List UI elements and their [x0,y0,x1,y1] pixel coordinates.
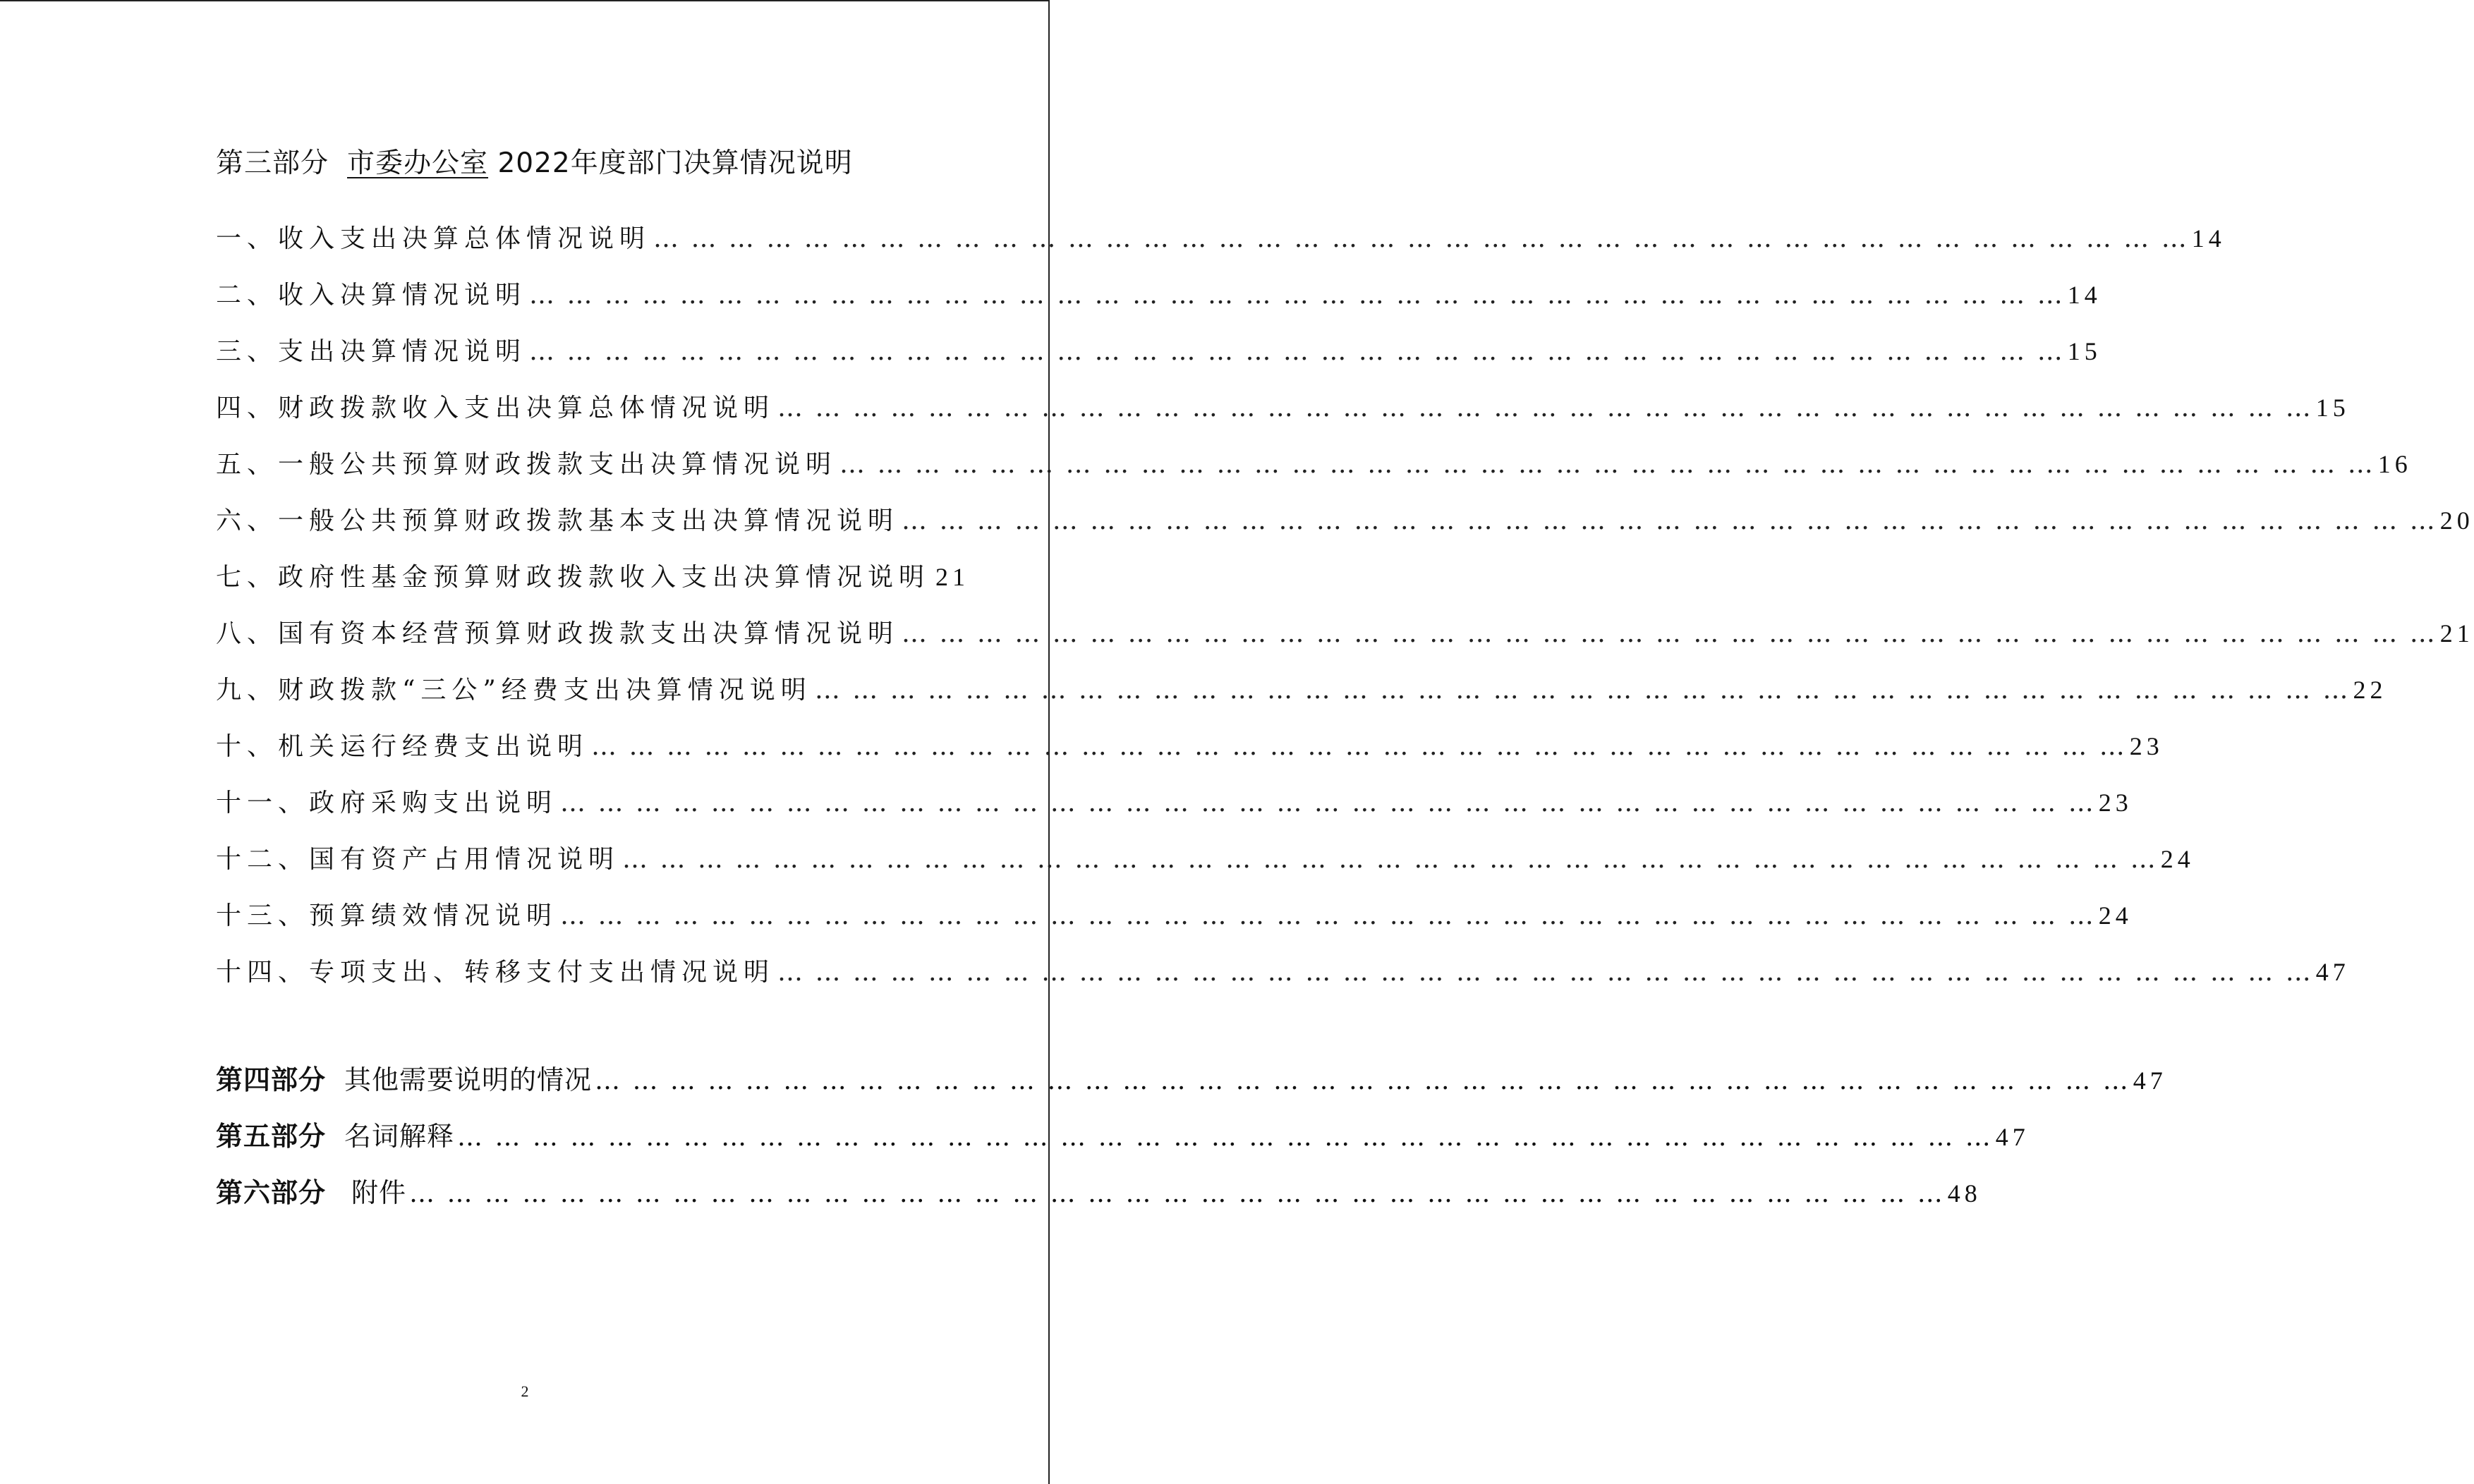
toc-item-page: 14 [2067,281,2102,309]
part-item-label [216,1171,406,1210]
section-heading-rest: 2022年度部门决算情况说明 [497,147,853,179]
part-item-label [216,1114,454,1153]
part-item[interactable] [216,1114,2030,1171]
toc-item[interactable] [216,444,2412,501]
part-list [216,1058,2167,1227]
section-heading [216,141,853,181]
toc-item[interactable] [216,557,970,614]
toc-item-label: 二、收入决算情况说明 [216,281,527,310]
toc-item-page: 14 [2191,224,2226,253]
dot-leader: … … … … … … … … … … … … … … … … … … … … … … … … … … … … … … … … … … … … … … … … … [409,1179,1945,1208]
part-item-title: 第四部分 [216,1064,327,1095]
part-item-subtitle: 附件 [351,1177,407,1208]
part-item-title: 第六部分 [216,1177,327,1208]
toc-item-label: 十四、专项支出、转移支付支出情况说明 [216,958,775,987]
toc-item[interactable] [216,726,2164,783]
toc-item[interactable] [216,388,2350,444]
dot-leader: … … … … … … … … … … … … … … … … … … … … … … … … … … … … … … … … … … … … … … … … … [595,1066,2130,1095]
dot-leader: … … … … … … … … … … … … … … … … … … … … … … … … … … … … … … … … … … … … … … … … … [591,732,2127,761]
toc-item-page: 23 [2098,789,2133,817]
part-item-title: 第五部分 [216,1121,327,1152]
page-number: 2 [521,1382,529,1400]
toc-item-label: 四、财政拨款收入支出决算总体情况说明 [216,394,775,422]
dot-leader: … … … … … … … … … … … … … … … … … … … … … … … … … … … … … … … … … … … … … … … … … [902,506,2437,535]
dot-leader: … … … … … … … … … … … … … … … … … … … … … … … … … … … … … … … … … … … … … … … … … [529,337,2065,366]
part-item-subtitle: 其他需要说明的情况 [344,1064,593,1095]
dot-leader: … … … … … … … … … … … … … … … … … … … … … … … … … … … … … … … … … … … … … … … … … [529,281,2065,310]
table-of-contents [216,219,2474,1009]
toc-item-page: 23 [2129,732,2164,760]
part-item-page: 48 [1947,1179,1982,1208]
toc-item[interactable] [216,614,2474,670]
toc-item-label: 八、国有资本经营预算财政拨款支出决算情况说明 [216,619,899,648]
toc-item[interactable] [216,332,2102,388]
toc-item[interactable] [216,839,2195,896]
dot-leader: … … … … … … … … … … … … … … … … … … … … … … … … … … … … … … … … … … … … … … … … … [560,901,2096,930]
part-item[interactable] [216,1171,1982,1227]
part-item-page: 47 [1995,1123,2030,1151]
toc-item-label: 七、政府性基金预算财政拨款收入支出决算情况说明 [216,563,930,592]
part-item-label [216,1058,592,1097]
toc-item-page: 16 [2377,450,2412,478]
dot-leader: … … … … … … … … … … … … … … … … … … … … … … … … … … … … … … … … … … … … … … … … … [902,619,2437,648]
part-item[interactable] [216,1058,2167,1114]
toc-item-label: 六、一般公共预算财政拨款基本支出决算情况说明 [216,506,899,535]
toc-item-label: 五、一般公共预算财政拨款支出决算情况说明 [216,450,837,479]
section-heading-org: 市委办公室 [347,147,489,179]
toc-item-page: 20 [2439,506,2474,535]
toc-item-page: 15 [2067,337,2102,365]
toc-item-page: 15 [2315,394,2350,422]
toc-item[interactable] [216,501,2474,557]
toc-item-page: 24 [2160,845,2195,873]
part-item-page: 47 [2133,1066,2167,1095]
toc-item-page: 22 [2353,676,2387,704]
dot-leader: … … … … … … … … … … … … … … … … … … … … … … … … … … … … … … … … … … … … … … … … … [560,789,2096,817]
dot-leader: … … … … … … … … … … … … … … … … … … … … … … … … … … … … … … … … … … … … … … … … … [839,450,2375,479]
toc-item-label: 一、收入支出决算总体情况说明 [216,224,651,253]
dot-leader: … … … … … … … … … … … … … … … … … … … … … … … … … … … … … … … … … … … … … … … … … [653,224,2189,253]
section-heading-prefix: 第三部分 [216,147,329,179]
toc-item-page: 47 [2315,958,2350,986]
dot-leader: … … … … … … … … … … … … … … … … … … … … … … … … … … … … … … … … … … … … … … … … … [457,1123,1993,1152]
dot-leader: … … … … … … … … … … … … … … … … … … … … … … … … … … … … … … … … … … … … … … … … … [777,394,2313,422]
toc-item-page: 21 [935,563,970,591]
toc-item-label: 十一、政府采购支出说明 [216,789,558,817]
toc-item-label: 十、机关运行经费支出说明 [216,732,589,761]
dot-leader: … … … … … … … … … … … … … … … … … … … … … … … … … … … … … … … … … … … … … … … … … [814,676,2351,705]
page-border-top [0,0,1050,1]
toc-item[interactable] [216,783,2133,839]
part-item-subtitle: 名词解释 [344,1121,455,1152]
toc-item-page: 24 [2098,901,2133,930]
toc-item[interactable] [216,219,2226,275]
toc-item-label: 九、财政拨款“三公”经费支出决算情况说明 [216,676,812,705]
toc-item-page: 21 [2439,619,2474,647]
toc-item-label: 十三、预算绩效情况说明 [216,901,558,930]
toc-item-label: 十二、国有资产占用情况说明 [216,845,620,874]
toc-item[interactable] [216,670,2387,726]
dot-leader: … … … … … … … … … … … … … … … … … … … … … … … … … … … … … … … … … … … … … … … … … [777,958,2313,987]
dot-leader: … … … … … … … … … … … … … … … … … … … … … … … … … … … … … … … … … … … … … … … … … [622,845,2158,874]
toc-item-label: 三、支出决算情况说明 [216,337,527,366]
toc-item[interactable] [216,275,2102,332]
toc-item[interactable] [216,952,2350,1009]
toc-item[interactable] [216,896,2133,952]
